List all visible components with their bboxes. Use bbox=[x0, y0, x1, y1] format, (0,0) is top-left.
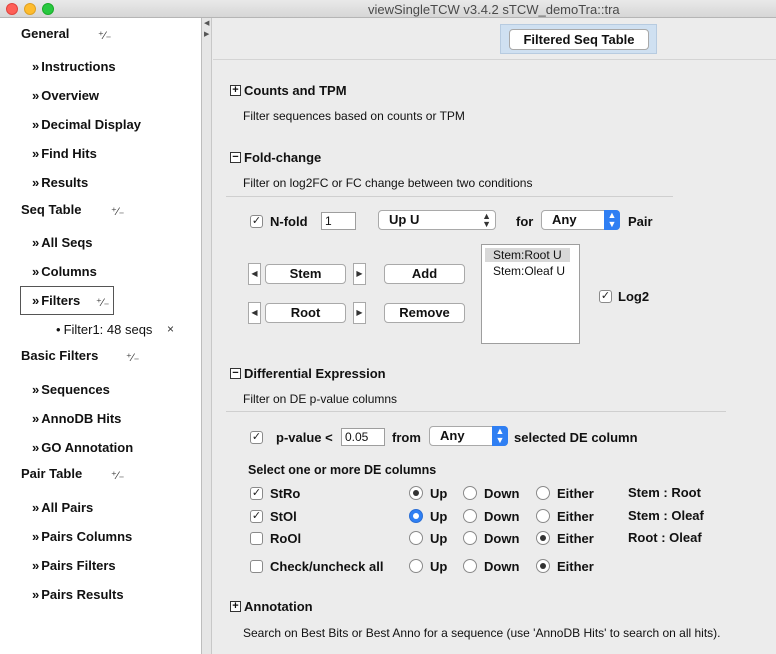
sidebar-item-pairs-columns[interactable] bbox=[32, 529, 132, 544]
fold-section-title: Fold-change bbox=[244, 150, 322, 165]
raquo-icon: » bbox=[32, 382, 40, 397]
rool-either-radio[interactable] bbox=[536, 531, 550, 545]
either-label: Either bbox=[557, 531, 594, 546]
pvalue-checkbox[interactable]: ✓ bbox=[251, 431, 262, 443]
sidebar-item-annodb-hits[interactable] bbox=[32, 411, 121, 426]
sidebar-item-overview[interactable] bbox=[32, 88, 99, 103]
collapse-general-icon[interactable]: ⁺⁄₋ bbox=[98, 30, 112, 42]
sidebar-subitem-filter1[interactable] bbox=[56, 322, 152, 337]
either-label: Either bbox=[557, 559, 594, 574]
sidebar-item-label: Find Hits bbox=[41, 146, 97, 161]
down-label: Down bbox=[484, 531, 520, 546]
bullet-icon: • bbox=[56, 322, 61, 337]
log2-label: Log2 bbox=[618, 289, 650, 304]
sidebar-item-label: GO Annotation bbox=[41, 440, 134, 455]
sidebar-heading-seq-table[interactable]: Seq Table bbox=[21, 202, 82, 217]
counts-description: Filter sequences based on counts or TPM bbox=[243, 109, 465, 123]
sidebar-item-label: Results bbox=[41, 175, 89, 190]
counts-section-title: Counts and TPM bbox=[244, 83, 347, 98]
split-collapse-left-icon[interactable]: ◀ bbox=[204, 20, 210, 27]
up-label: Up bbox=[430, 559, 448, 574]
de-description: Filter on DE p-value columns bbox=[243, 392, 398, 406]
raquo-icon: » bbox=[32, 235, 40, 250]
close-icon[interactable]: × bbox=[167, 322, 175, 336]
fold-divider bbox=[226, 196, 673, 197]
up-label: Up bbox=[430, 531, 448, 546]
split-expand-right-icon[interactable]: ▶ bbox=[204, 31, 210, 38]
collapse-fold-icon[interactable]: − bbox=[230, 152, 241, 163]
cond1-button[interactable]: Stem bbox=[265, 264, 346, 284]
sidebar-heading-general[interactable]: General bbox=[21, 26, 70, 41]
stro-label: StRo bbox=[270, 486, 301, 501]
up-label: Up bbox=[430, 509, 448, 524]
sidebar-item-label: Pairs Columns bbox=[41, 529, 133, 544]
collapse-seq-table-icon[interactable]: ⁺⁄₋ bbox=[111, 206, 125, 218]
list-item[interactable]: Stem:Root U bbox=[485, 248, 570, 262]
stol-either-radio[interactable] bbox=[536, 509, 550, 523]
sidebar-item-decimal-display[interactable] bbox=[32, 117, 141, 132]
collapse-filters-icon[interactable]: ⁺⁄₋ bbox=[96, 297, 110, 309]
filtered-seq-table-button[interactable]: Filtered Seq Table bbox=[509, 29, 649, 50]
pair-label: Pair bbox=[628, 214, 653, 229]
sidebar-item-label: Instructions bbox=[41, 59, 116, 74]
cond1-next-button[interactable]: ▶ bbox=[353, 263, 366, 285]
stro-either-radio[interactable] bbox=[536, 486, 550, 500]
raquo-icon: » bbox=[32, 500, 40, 515]
split-pane-divider[interactable] bbox=[202, 18, 212, 654]
stro-up-radio[interactable] bbox=[409, 486, 423, 500]
down-label: Down bbox=[484, 509, 520, 524]
raquo-icon: » bbox=[32, 293, 40, 308]
sidebar-item-filters[interactable] bbox=[32, 293, 80, 308]
sidebar-item-label: All Seqs bbox=[41, 235, 93, 250]
expand-counts-icon[interactable]: + bbox=[230, 85, 241, 96]
sidebar-item-go-annotation[interactable] bbox=[32, 440, 133, 455]
raquo-icon: » bbox=[32, 117, 40, 132]
raquo-icon: » bbox=[32, 146, 40, 161]
close-window-button[interactable] bbox=[6, 3, 18, 15]
either-label: Either bbox=[557, 486, 594, 501]
expand-annotation-icon[interactable]: + bbox=[230, 601, 241, 612]
main-top-bar bbox=[213, 18, 776, 60]
collapse-basic-filters-icon[interactable]: ⁺⁄₋ bbox=[126, 352, 140, 364]
sidebar-item-label: Decimal Display bbox=[41, 117, 141, 132]
raquo-icon: » bbox=[32, 587, 40, 602]
pvalue-input[interactable]: 0.05 bbox=[341, 428, 385, 446]
pair-select-value: Any bbox=[552, 212, 577, 227]
annotation-section-title: Annotation bbox=[244, 599, 313, 614]
raquo-icon: » bbox=[32, 411, 40, 426]
filter-panel bbox=[213, 60, 776, 654]
raquo-icon: » bbox=[32, 88, 40, 103]
rool-label: RoOl bbox=[270, 531, 302, 546]
selected-de-label: selected DE column bbox=[514, 430, 638, 445]
de-divider bbox=[226, 411, 726, 412]
pvalue-label: p-value < bbox=[276, 430, 333, 445]
rool-down-radio[interactable] bbox=[463, 531, 477, 545]
list-item[interactable]: Stem:Oleaf U bbox=[493, 264, 566, 278]
stol-description: Stem : Oleaf bbox=[628, 508, 704, 523]
sidebar-item-label: Overview bbox=[41, 88, 100, 103]
sidebar-item-results[interactable] bbox=[32, 175, 88, 190]
sidebar-heading-pair-table[interactable]: Pair Table bbox=[21, 466, 83, 481]
sidebar-item-instructions[interactable] bbox=[32, 59, 116, 74]
nfold-label: N-fold bbox=[270, 214, 308, 229]
stol-down-radio[interactable] bbox=[463, 509, 477, 523]
rool-description: Root : Oleaf bbox=[628, 530, 702, 545]
pair-select[interactable] bbox=[541, 210, 620, 230]
cond2-next-button[interactable]: ▶ bbox=[353, 302, 366, 324]
nfold-checkbox[interactable]: ✓ bbox=[251, 215, 262, 227]
annotation-description: Search on Best Bits or Best Anno for a sequence (use 'AnnoDB Hits' to search on all hits). bbox=[243, 626, 721, 640]
updown-chevron-icon: ▲ ▼ bbox=[482, 211, 491, 229]
sidebar-item-label: Columns bbox=[41, 264, 97, 279]
fold-description: Filter on log2FC or FC change between two conditions bbox=[243, 176, 533, 190]
log2-checkbox[interactable]: ✓ bbox=[600, 290, 611, 302]
down-label: Down bbox=[484, 559, 520, 574]
title-bar bbox=[0, 0, 776, 18]
sidebar-item-label: Sequences bbox=[41, 382, 110, 397]
rool-up-radio[interactable] bbox=[409, 531, 423, 545]
stro-checkbox[interactable]: ✓ bbox=[251, 487, 262, 499]
nfold-input[interactable]: 1 bbox=[321, 212, 356, 230]
up-label: Up bbox=[430, 486, 448, 501]
raquo-icon: » bbox=[32, 264, 40, 279]
either-label: Either bbox=[557, 509, 594, 524]
fold-pair-list[interactable] bbox=[481, 244, 580, 344]
sidebar-heading-basic-filters[interactable]: Basic Filters bbox=[21, 348, 99, 363]
zoom-window-button[interactable] bbox=[42, 3, 54, 15]
rool-checkbox[interactable] bbox=[250, 532, 263, 545]
window-title: viewSingleTCW v3.4.2 sTCW_demoTra::tra bbox=[368, 2, 620, 17]
for-label: for bbox=[516, 214, 534, 229]
cond2-button[interactable]: Root bbox=[265, 303, 346, 323]
select-de-heading: Select one or more DE columns bbox=[248, 463, 437, 477]
sidebar-item-label: AnnoDB Hits bbox=[41, 411, 122, 426]
direction-select-value: Up U bbox=[389, 212, 420, 227]
de-from-select[interactable] bbox=[429, 426, 508, 446]
sidebar-item-label: All Pairs bbox=[41, 500, 94, 515]
sidebar-item-label: Pairs Filters bbox=[41, 558, 116, 573]
raquo-icon: » bbox=[32, 59, 40, 74]
raquo-icon: » bbox=[32, 558, 40, 573]
sidebar-item-pairs-results[interactable] bbox=[32, 587, 124, 602]
raquo-icon: » bbox=[32, 440, 40, 455]
sidebar-item-label: Pairs Results bbox=[41, 587, 124, 602]
all-either-radio[interactable] bbox=[536, 559, 550, 573]
remove-button[interactable]: Remove bbox=[384, 303, 465, 323]
sidebar-item-pairs-filters[interactable] bbox=[32, 558, 116, 573]
sidebar-subitem-label: Filter1: 48 seqs bbox=[63, 322, 153, 337]
collapse-pair-table-icon[interactable]: ⁺⁄₋ bbox=[111, 470, 125, 482]
add-button[interactable]: Add bbox=[384, 264, 465, 284]
minimize-window-button[interactable] bbox=[24, 3, 36, 15]
stol-label: StOl bbox=[270, 509, 297, 524]
all-down-radio[interactable] bbox=[463, 559, 477, 573]
sidebar-item-sequences[interactable] bbox=[32, 382, 110, 397]
stro-description: Stem : Root bbox=[628, 485, 701, 500]
raquo-icon: » bbox=[32, 175, 40, 190]
de-from-select-value: Any bbox=[440, 428, 465, 443]
updown-chevron-icon: ▲ ▼ bbox=[492, 426, 508, 446]
sidebar-item-all-pairs[interactable] bbox=[32, 500, 93, 515]
down-label: Down bbox=[484, 486, 520, 501]
stol-checkbox[interactable]: ✓ bbox=[251, 510, 262, 522]
sidebar-item-columns[interactable] bbox=[32, 264, 97, 279]
direction-select[interactable] bbox=[378, 210, 496, 230]
collapse-de-icon[interactable]: − bbox=[230, 368, 241, 379]
sidebar-item-find-hits[interactable] bbox=[32, 146, 97, 161]
cond2-prev-button[interactable]: ◀ bbox=[248, 302, 261, 324]
de-section-title: Differential Expression bbox=[244, 366, 386, 381]
from-label: from bbox=[392, 430, 421, 445]
sidebar-item-all-seqs[interactable] bbox=[32, 235, 93, 250]
stol-up-radio[interactable] bbox=[409, 509, 423, 523]
stro-down-radio[interactable] bbox=[463, 486, 477, 500]
sidebar-item-label: Filters bbox=[41, 293, 81, 308]
updown-chevron-icon: ▲ ▼ bbox=[604, 210, 620, 230]
cond1-prev-button[interactable]: ◀ bbox=[248, 263, 261, 285]
sidebar bbox=[0, 18, 202, 654]
raquo-icon: » bbox=[32, 529, 40, 544]
check-all-checkbox[interactable] bbox=[250, 560, 263, 573]
check-all-label: Check/uncheck all bbox=[270, 559, 384, 574]
all-up-radio[interactable] bbox=[409, 559, 423, 573]
